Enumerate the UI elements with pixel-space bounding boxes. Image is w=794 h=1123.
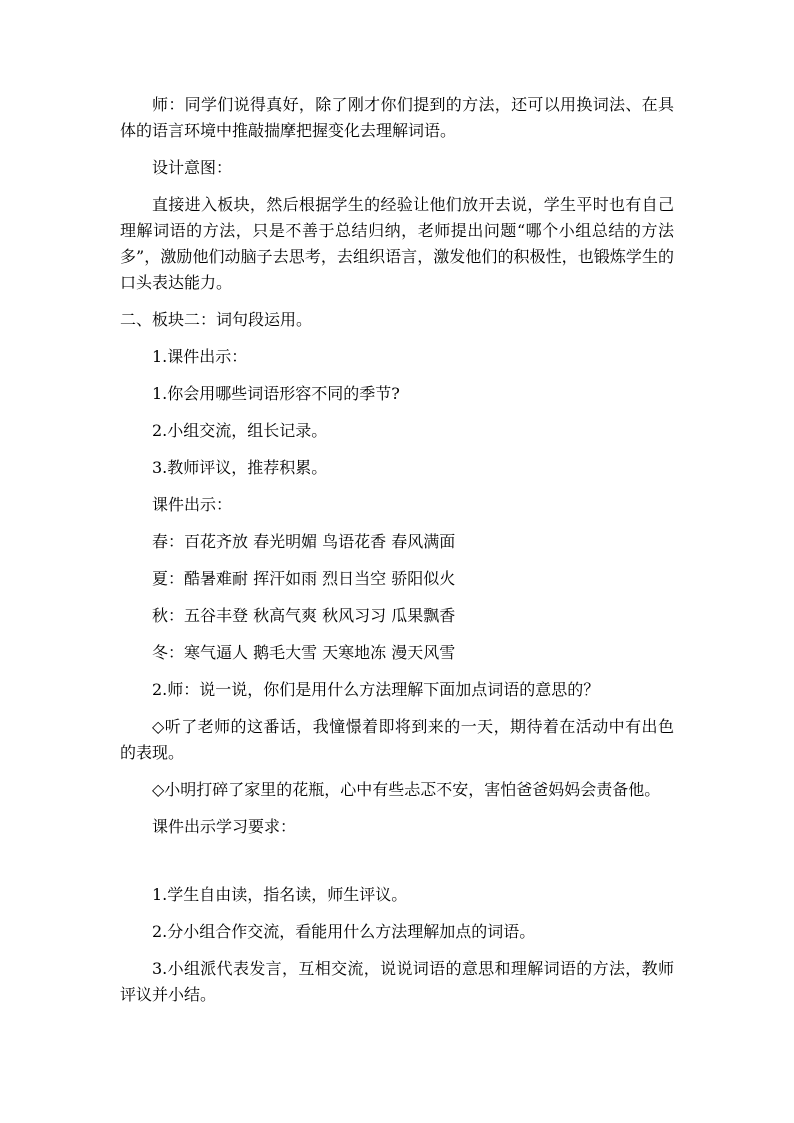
list-item-teacher-review: 3.教师评议，推荐积累。 — [152, 458, 328, 477]
requirement-item-2: 2.分小组合作交流，看能用什么方法理解加点的词语。 — [152, 922, 536, 941]
season-line-spring: 春：百花齐放 春光明媚 鸟语花香 春风满面 — [152, 532, 456, 551]
season-line-autumn: 秋：五谷丰登 秋高气爽 秋风习习 瓜果飘香 — [152, 606, 456, 625]
section-heading-block-two: 二、板块二：词句段运用。 — [120, 310, 313, 329]
paragraph-design-intent-heading: 设计意图： — [152, 158, 233, 177]
paragraph-teacher-summary: 师：同学们说得真好，除了刚才你们提到的方法，还可以用换词法、在具体的语言环境中推敲揣摩把握变化去理解词语。 — [120, 95, 674, 140]
paragraph-courseware-display-1: 1.课件出示： — [152, 347, 248, 366]
example-sentence-1: ◇听了老师的这番话，我憧憬着即将到来的一天，期待着在活动中有出色的表现。 — [120, 717, 674, 762]
requirement-item-1: 1.学生自由读，指名读，师生评议。 — [152, 885, 408, 904]
paragraph-courseware-display-2: 课件出示： — [152, 495, 233, 514]
example-sentence-2: ◇小明打碎了家里的花瓶，心中有些忐忑不安，害怕爸爸妈妈会责备他。 — [152, 780, 661, 799]
season-line-winter: 冬：寒气逼人 鹅毛大雪 天寒地冻 漫天风雪 — [152, 643, 456, 662]
season-line-summer: 夏：酷暑难耐 挥汗如雨 烈日当空 骄阳似火 — [152, 569, 456, 588]
paragraph-design-intent-body: 直接进入板块，然后根据学生的经验让他们放开去说，学生平时也有自己理解词语的方法，只是不善于总结归纳，老师提出问题“哪个小组总结的方法多”，激励他们动脑子去思考，去组织语言，激发他们的积极性，也锻炼学生的口头表达能力。 — [120, 195, 674, 292]
paragraph-learning-requirements: 课件出示学习要求： — [152, 817, 297, 836]
list-item-group-exchange: 2.小组交流，组长记录。 — [152, 421, 328, 440]
list-item-season-words: 1.你会用哪些词语形容不同的季节? — [152, 384, 400, 403]
paragraph-teacher-question: 2.师：说一说，你们是用什么方法理解下面加点词语的意思的？ — [152, 680, 600, 699]
requirement-item-3: 3.小组派代表发言，互相交流，说说词语的意思和理解词语的方法，教师评议并小结。 — [120, 959, 674, 1004]
